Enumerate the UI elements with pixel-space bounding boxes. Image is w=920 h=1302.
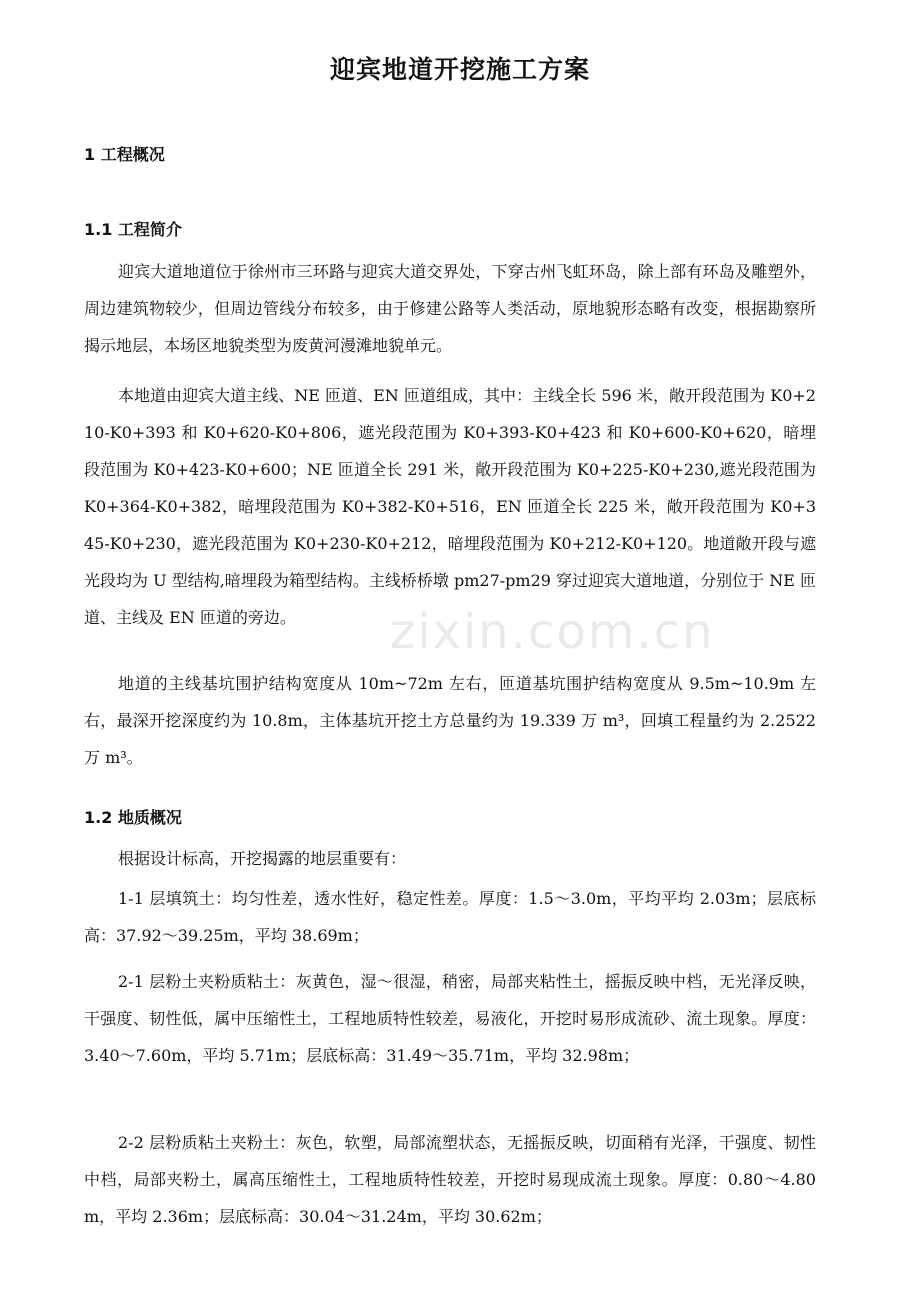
section-heading-1-2: 1.2 地质概况 xyxy=(84,808,182,827)
section-heading-1-1: 1.1 工程简介 xyxy=(84,220,182,239)
paragraph-geology-intro: 根据设计标高，开挖揭露的地层重要有： xyxy=(118,849,407,868)
paragraph-overview: 迎宾大道地道位于徐州市三环路与迎宾大道交界处，下穿古州飞虹环岛，除上部有环岛及雕塑外，周边建筑物较少，但周边管线分布较多，由于修建公路等人类活动，原地貌形态略有改变，根据勘察所揭示地层，本场区地貌类型为废黄河漫滩地貌单元。 xyxy=(84,262,816,355)
paragraph-layer-2-2: 2-2 层粉质粘土夹粉土：灰色，软塑，局部流塑状态，无摇振反映，切面稍有光泽，干强度、韧性中档，局部夹粉土，属高压缩性土，工程地质特性较差，开挖时易现成流土现象。厚度：0.80～4.80m，平均 2.36m；层底标高：30.04～31.24m，平均 30.62m； xyxy=(84,1133,816,1226)
paragraph-dimensions: 地道的主线基坑围护结构宽度从 10m~72m 左右，匝道基坑围护结构宽度从 9.5m~10.9m 左右，最深开挖深度约为 10.8m，主体基坑开挖土方总量约为 19.339 万 m³，回填工程量约为 2.2522 万 m³。 xyxy=(84,674,816,767)
paragraph-layer-2-1: 2-1 层粉土夹粉质粘土：灰黄色，湿～很湿，稍密，局部夹粘性土，摇振反映中档，无光泽反映，干强度、韧性低，属中压缩性土，工程地质特性较差，易液化，开挖时易形成流砂、流土现象。厚度：3.40～7.60m，平均 5.71m；层底标高：31.49～35.71m，平均 32.98m； xyxy=(84,972,816,1065)
paragraph-layer-1-1: 1-1 层填筑土：均匀性差，透水性好，稳定性差。厚度：1.5～3.0m，平均平均 2.03m；层底标高：37.92～39.25m，平均 38.69m； xyxy=(84,889,816,945)
paragraph-composition: 本地道由迎宾大道主线、NE 匝道、EN 匝道组成，其中：主线全长 596 米，敞开段范围为 K0+210-K0+393 和 K0+620-K0+806，遮光段范围为 K0+393-K0+423 和 K0+600-K0+620，暗埋段范围为 K0+423-K0+600；NE 匝道全长 291 米，敞开段范围为 K0+225-K0+230,遮光段范围为 K0+364-K0+382，暗埋段范围为 K0+382-K0+516，EN 匝道全长 225 米，敞开段范围为 K0+345-K0+230，遮光段范围为 K0+230-K0+212，暗埋段范围为 K0+212-K0+120。地道敞开段与遮光段均为 U 型结构,暗埋段为箱型结构。主线桥桥墩 pm27-pm29 穿过迎宾大道地道，分别位于 NE 匝道、主线及 EN 匝道的旁边。 xyxy=(84,386,816,627)
document-title: 迎宾地道开挖施工方案 xyxy=(329,55,590,84)
watermark: zixin.com.cn xyxy=(390,604,715,660)
section-heading-1: 1 工程概况 xyxy=(84,145,165,164)
